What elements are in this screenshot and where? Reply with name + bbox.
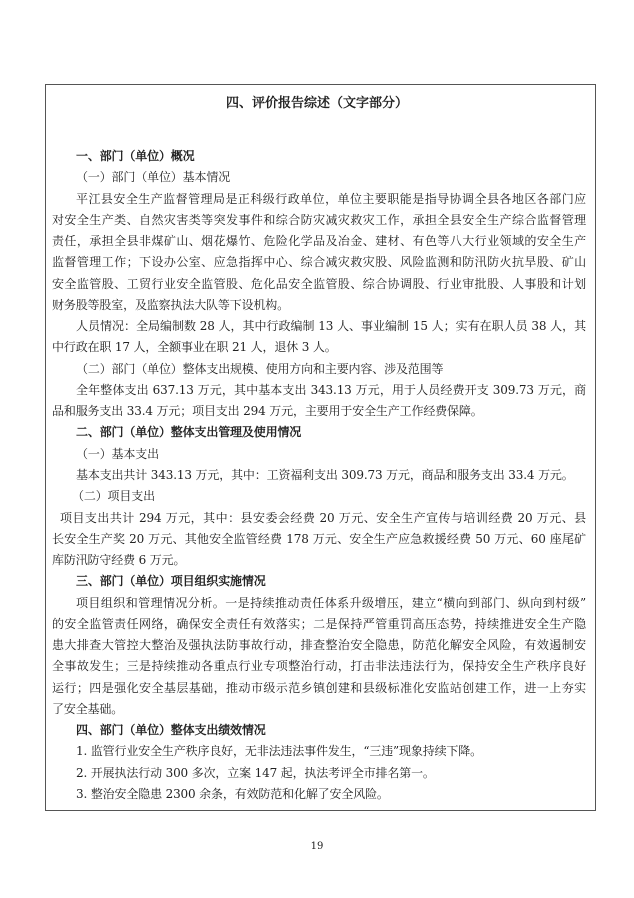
- text-line: 平江县安全生产监督管理局是正科级行政单位，单位主要职能是指导协调全县各地区各部门应: [76, 191, 586, 206]
- text-line: 了安全基础。: [52, 701, 124, 716]
- text-line: 长安全生产奖 20 万元、其他安全监管经费 178 万元、安全生产应急救援经费 50 万元、60 座尾矿: [52, 531, 586, 546]
- text-line: 中行政在职 17 人，全额事业在职 21 人，退休 3 人。: [52, 340, 337, 355]
- text-line: 的安全监管责任网络，确保安全责任有效落实；二是保持严管重罚高压态势，持续推进安全生产隐: [52, 616, 586, 631]
- paragraph-staffing: [52, 316, 586, 359]
- text-line: 全事故发生；三是持续推动各重点行业专项整治行动，打击非法违法行为，保持安全生产秩序良好: [52, 659, 586, 674]
- paragraph-project-expenditure: [52, 508, 586, 572]
- subheading-basic-expenditure: （一）基本支出: [76, 446, 159, 461]
- list-item: 3. 整治安全隐患 2300 余条，有效防范和化解了安全风险。: [76, 786, 389, 801]
- text-line: 项目组织和管理情况分析。一是持续推动责任体系升级增压，建立“横向到部门、纵向到村级”: [76, 595, 586, 610]
- page-title: 四、评价报告综述（文字部分）: [225, 96, 408, 111]
- page-number: 19: [310, 841, 324, 852]
- paragraph-project-management: [52, 593, 586, 721]
- list-item: 2. 开展执法行动 300 多次，立案 147 起，执法考评全市排名第一。: [76, 765, 435, 780]
- text-line: 责任，承担全县非煤矿山、烟花爆竹、危险化学品及冶金、建材、有色等八大行业领域的安全生产: [52, 234, 586, 249]
- report-body: [52, 146, 586, 805]
- paragraph-basic-expenditure: 基本支出共计 343.13 万元，其中：工资福利支出 309.73 万元，商品和服务支出 33.4 万元。: [76, 467, 574, 482]
- paragraph-expenditure: [52, 380, 586, 423]
- text-line: 对安全生产类、自然灾害类等突发事件和综合防灾减灾救灾工作，承担全县安全生产综合监督管理: [52, 212, 586, 227]
- section-heading-2: 二、部门（单位）整体支出管理及使用情况: [76, 425, 302, 440]
- paragraph-overview: [52, 189, 586, 317]
- performance-list: [52, 741, 586, 805]
- text-line: 全年整体支出 637.13 万元，其中基本支出 343.13 万元，用于人员经费开支 309.73 万元，商: [76, 382, 586, 397]
- subheading-basic-info: （一）部门（单位）基本情况: [76, 170, 231, 185]
- text-line: 监督管理工作；下设办公室、应急指挥中心、综合减灾救灾股、风险监测和防汛防火抗旱股、矿山: [52, 255, 586, 270]
- text-line: 运行；四是强化安全基层基础，推动市级示范乡镇创建和县级标准化安监站创建工作，进一上夯实: [52, 680, 586, 695]
- subheading-project-expenditure: （二）项目支出: [72, 489, 155, 504]
- section-heading-3: 三、部门（单位）项目组织实施情况: [76, 574, 266, 589]
- section-heading-1: 一、部门（单位）概况: [76, 149, 195, 163]
- list-item: 1. 监管行业安全生产秩序良好，无非法违法事件发生，“三违”现象持续下降。: [76, 744, 482, 759]
- text-line: 人员情况：全局编制数 28 人，其中行政编制 13 人、事业编制 15 人；实有在职人员 38 人，其: [76, 319, 586, 334]
- subheading-expenditure-scale: （二）部门（单位）整体支出规模、使用方向和主要内容、涉及范围等: [76, 361, 444, 376]
- text-line: 财务股等股室，及监察执法大队等下设机构。: [52, 297, 290, 312]
- text-line: 品和服务支出 33.4 万元；项目支出 294 万元，主要用于安全生产工作经费保障。: [52, 404, 483, 419]
- text-line: 库防汛防守经费 6 万元。: [52, 553, 186, 568]
- text-line: 项目支出共计 294 万元，其中：县安委会经费 20 万元、安全生产宣传与培训经费 20 万元、县: [60, 510, 586, 525]
- text-line: 安全监管股、工贸行业安全监管股、危化品安全监管股、综合协调股、行业审批股、人事股和计划: [52, 276, 586, 291]
- section-heading-4: 四、部门（单位）整体支出绩效情况: [76, 723, 266, 738]
- text-line: 患大排查大管控大整治及强执法防事故行动，排查整治安全隐患，防范化解安全风险，有效遏制安: [52, 638, 586, 653]
